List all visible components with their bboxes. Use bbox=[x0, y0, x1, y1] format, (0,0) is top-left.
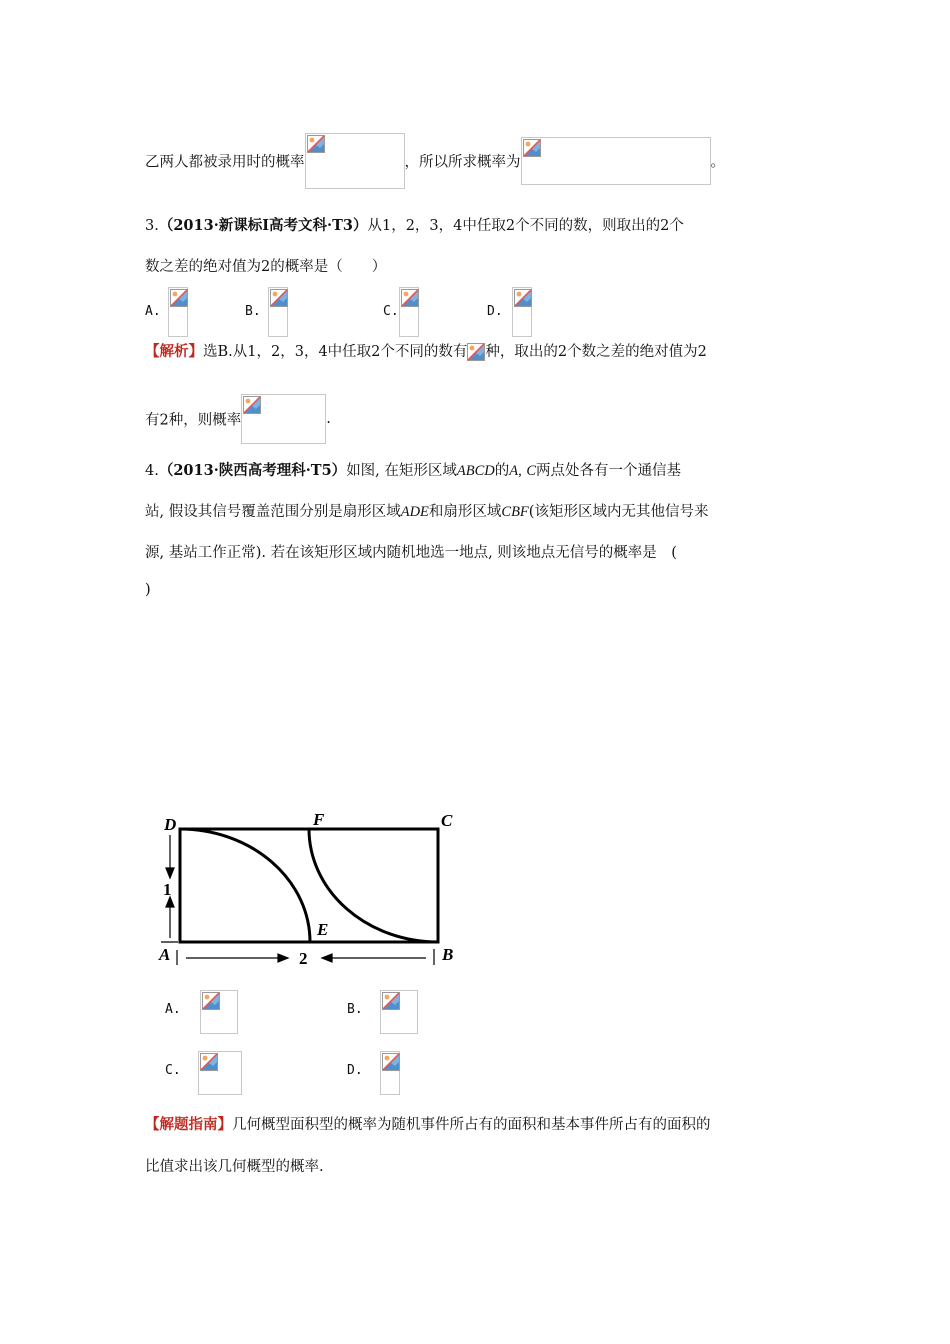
q4-text-b: 的 bbox=[494, 463, 510, 479]
label-two: 2 bbox=[299, 949, 308, 968]
q4-line-4 bbox=[145, 582, 151, 598]
q3-line-1 bbox=[145, 214, 684, 235]
analysis-text-d: . bbox=[326, 411, 331, 427]
formula-image-placeholder bbox=[467, 343, 485, 361]
broken-image-icon bbox=[401, 289, 420, 308]
formula-image-placeholder bbox=[305, 133, 405, 189]
analysis-text-b: 种，取出的2个数之差的绝对值为2 bbox=[485, 344, 707, 360]
rectangle-sector-figure bbox=[150, 805, 470, 970]
label-e: E bbox=[317, 920, 329, 939]
q4-number: 4. bbox=[145, 463, 159, 479]
sector-arc-ade bbox=[180, 829, 310, 942]
answer-text-a: 乙两人都被录用时的概率 bbox=[145, 154, 305, 171]
q4-cbf: CBF bbox=[501, 504, 529, 520]
guide-line-2 bbox=[145, 1155, 324, 1176]
guide-label: 【解题指南】 bbox=[145, 1116, 232, 1133]
q3-source: （2013·新课标Ⅰ高考文科·T3） bbox=[158, 217, 368, 234]
q4-text-e: 和扇形区域 bbox=[428, 504, 502, 520]
q4-text-c: 两点处各有一个通信基 bbox=[536, 463, 682, 479]
analysis-text-a: 选B.从1，2，3，4中任取2个不同的数有 bbox=[203, 344, 468, 360]
label-one: 1 bbox=[163, 880, 172, 899]
broken-image-icon bbox=[382, 992, 401, 1011]
formula-image-placeholder bbox=[512, 287, 532, 337]
sector-arc-cbf bbox=[309, 829, 438, 942]
q4-ade: ADE bbox=[400, 504, 429, 520]
answer-text-c: 。 bbox=[710, 154, 725, 171]
formula-image-placeholder bbox=[380, 1051, 400, 1095]
q4-abcd: ABCD bbox=[456, 463, 495, 479]
guide-text-b: 比值求出该几何概型的概率. bbox=[145, 1159, 324, 1175]
formula-image-placeholder bbox=[380, 990, 418, 1034]
q4-text-a: 如图, 在矩形区域 bbox=[346, 463, 457, 479]
broken-image-icon bbox=[523, 139, 542, 158]
broken-image-icon bbox=[382, 1053, 401, 1072]
formula-image-placeholder bbox=[198, 1051, 242, 1095]
label-d: D bbox=[164, 815, 177, 834]
label-a: A bbox=[159, 945, 171, 964]
broken-image-icon bbox=[514, 289, 533, 308]
formula-image-placeholder bbox=[241, 394, 326, 444]
q4-line-2 bbox=[145, 500, 708, 521]
q3-number: 3. bbox=[145, 218, 159, 234]
formula-image-placeholder bbox=[268, 287, 288, 337]
formula-image-placeholder bbox=[399, 287, 419, 337]
formula-image-placeholder bbox=[200, 990, 238, 1034]
answer-line bbox=[145, 133, 725, 189]
label-f: F bbox=[313, 810, 325, 829]
analysis-label: 【解析】 bbox=[145, 343, 203, 360]
broken-image-icon bbox=[243, 396, 262, 415]
label-b: B bbox=[442, 945, 454, 964]
label-c: C bbox=[441, 811, 453, 830]
q4-a-point: A, bbox=[509, 463, 522, 479]
q3-analysis-line-1 bbox=[145, 340, 707, 361]
q4-text-g: 源, 基站工作正常). 若在该矩形区域内随机地选一地点, 则该地点无信号的概率是 ( bbox=[145, 545, 677, 561]
analysis-text-c: 有2种，则概率 bbox=[145, 412, 242, 429]
guide-line-1 bbox=[145, 1113, 711, 1134]
q4-text-f: (该矩形区域内无其他信号来 bbox=[528, 504, 709, 520]
q4-c-point: C bbox=[526, 463, 537, 479]
broken-image-icon bbox=[467, 343, 486, 362]
q4-text-h: ) bbox=[145, 582, 151, 598]
answer-text-b: ，所以所求概率为 bbox=[404, 154, 521, 171]
broken-image-icon bbox=[202, 992, 221, 1011]
broken-image-icon bbox=[270, 289, 289, 308]
q4-line-3 bbox=[145, 541, 677, 562]
q4-text-d: 站, 假设其信号覆盖范围分别是扇形区域 bbox=[145, 504, 401, 520]
formula-image-placeholder bbox=[168, 287, 188, 337]
broken-image-icon bbox=[170, 289, 189, 308]
broken-image-icon bbox=[200, 1053, 219, 1072]
q3-text-a: 从1，2，3，4中任取2个不同的数，则取出的2个 bbox=[367, 218, 684, 234]
q3-text-b: 数之差的绝对值为2的概率是（ ） bbox=[145, 259, 387, 275]
broken-image-icon bbox=[307, 135, 326, 154]
q4-line-1 bbox=[145, 459, 681, 480]
formula-image-placeholder bbox=[521, 137, 711, 185]
q4-source: （2013·陕西高考理科·T5） bbox=[158, 462, 347, 479]
guide-text-a: 几何概型面积型的概率为随机事件所占有的面积和基本事件所占有的面积的 bbox=[232, 1117, 711, 1133]
q3-line-2 bbox=[145, 255, 386, 276]
q3-analysis-line-2 bbox=[145, 394, 331, 444]
